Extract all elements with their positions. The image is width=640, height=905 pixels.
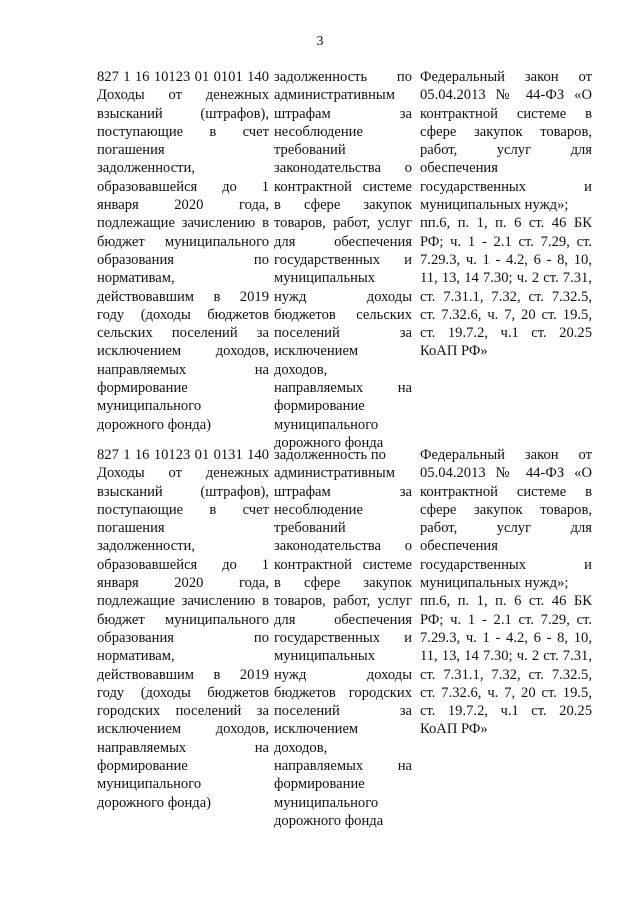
text-line: муниципального	[97, 776, 202, 793]
text-line: 7.29.3, ч. 1 - 4.2, 6 - 8, 10,	[420, 251, 592, 268]
text-line: несоблюдение	[274, 501, 363, 518]
text-line: работ, услуг для	[420, 142, 592, 159]
text-line: действовавшим в 2019	[97, 666, 269, 683]
text-line: муниципального	[97, 398, 202, 415]
text-line: поступающие в счет	[97, 501, 269, 518]
text-line: задолженность по	[274, 69, 412, 85]
text-line: задолженность по	[274, 447, 386, 463]
text-line: городских поселений за	[97, 703, 269, 720]
text-line: формирование	[274, 776, 365, 793]
text-line: нужд доходы	[274, 666, 412, 683]
text-line: поступающие в счет	[97, 123, 269, 140]
text-line: пп.6, п. 1, п. 6 ст. 46 БК	[420, 593, 592, 610]
text-line: контрактной системе в	[420, 483, 592, 500]
text-line: ст. 7.31.1, 7.32, ст. 7.32.5,	[420, 288, 592, 305]
text-line: 7.29.3, ч. 1 - 4.2, 6 - 8, 10,	[420, 629, 592, 646]
text-line: исключением	[274, 343, 359, 360]
text-line: погашения	[97, 142, 165, 159]
text-line: административным	[274, 465, 395, 482]
text-line: бюджетов сельских	[274, 306, 412, 323]
income-code-description-column	[97, 68, 269, 434]
text-line: требований	[274, 520, 346, 537]
text-line: Доходы от денежных	[97, 87, 269, 104]
text-line: году (доходы бюджетов	[97, 684, 269, 701]
text-line: ст. 19.7.2, ч.1 ст. 20.25	[420, 703, 592, 720]
text-line: ст. 7.31.1, 7.32, ст. 7.32.5,	[420, 666, 592, 683]
text-line: для обеспечения	[274, 611, 412, 628]
text-line: сфере закупок товаров,	[420, 501, 592, 518]
text-line: муниципального	[274, 416, 379, 433]
text-line: муниципального	[274, 794, 379, 811]
text-line: товаров, работ, услуг	[274, 215, 412, 232]
text-line: задолженности,	[97, 538, 196, 555]
text-line: образовавшейся до 1	[97, 178, 269, 195]
text-line: образования по	[97, 251, 269, 268]
text-line: сфере закупок товаров,	[420, 123, 592, 140]
text-line: в сфере закупок	[274, 575, 412, 592]
text-line: поселений за	[274, 703, 412, 720]
text-line: 827 1 16 10123 01 0101 140	[97, 69, 269, 85]
text-line: муниципальных нужд»;	[420, 197, 569, 214]
text-line: для обеспечения	[274, 233, 412, 250]
text-line: законодательства о	[274, 160, 412, 177]
text-line: 827 1 16 10123 01 0131 140	[97, 447, 269, 463]
text-line: Федеральный закон от	[420, 69, 592, 85]
text-line: нормативам,	[97, 648, 175, 665]
text-line: ст. 19.7.2, ч.1 ст. 20.25	[420, 325, 592, 342]
text-line: 05.04.2013 № 44-ФЗ «О	[420, 87, 592, 104]
text-line: контрактной системе	[274, 178, 412, 195]
text-line: бюджетов городских	[274, 684, 412, 701]
text-line: направляемых на	[97, 361, 269, 378]
text-line: дорожного фонда)	[97, 416, 212, 433]
text-line: образования по	[97, 629, 269, 646]
text-line: муниципальных	[274, 270, 376, 287]
income-type-description-column	[274, 446, 412, 830]
text-line: штрафам за	[274, 483, 412, 500]
text-line: нормативам,	[97, 270, 175, 287]
text-line: обеспечения	[420, 160, 498, 177]
legal-basis-column	[420, 68, 592, 361]
text-line: бюджет муниципального	[97, 233, 269, 250]
text-line: государственных и	[274, 629, 412, 646]
text-line: РФ; ч. 1 - 2.1 ст. 7.29, ст.	[420, 233, 592, 250]
text-line: требований	[274, 142, 346, 159]
text-line: контрактной системе	[274, 556, 412, 573]
income-type-description-column	[274, 68, 412, 452]
text-line: государственных и	[420, 178, 592, 195]
text-line: ст. 7.32.6, ч. 7, 20 ст. 19.5,	[420, 306, 592, 323]
text-line: обеспечения	[420, 538, 498, 555]
text-line: штрафам за	[274, 105, 412, 122]
text-line: взысканий (штрафов),	[97, 105, 269, 122]
income-code-description-column	[97, 446, 269, 812]
text-line: бюджет муниципального	[97, 611, 269, 628]
text-line: работ, услуг для	[420, 520, 592, 537]
text-line: несоблюдение	[274, 123, 363, 140]
text-line: муниципальных	[274, 648, 376, 665]
text-line: формирование	[97, 758, 188, 775]
text-line: доходов,	[274, 739, 328, 756]
text-line: КоАП РФ»	[420, 721, 488, 738]
text-line: подлежащие зачислению в	[97, 593, 269, 610]
text-line: задолженности,	[97, 160, 196, 177]
text-line: 11, 13, 14 7.30; ч. 2 ст. 7.31,	[420, 648, 592, 665]
text-line: дорожного фонда)	[97, 794, 212, 811]
text-line: пп.6, п. 1, п. 6 ст. 46 БК	[420, 215, 592, 232]
text-line: января 2020 года,	[97, 197, 269, 214]
text-line: взысканий (штрафов),	[97, 483, 269, 500]
text-line: погашения	[97, 520, 165, 537]
text-line: направляемых на	[274, 380, 412, 397]
text-line: государственных и	[274, 251, 412, 268]
text-line: году (доходы бюджетов	[97, 306, 269, 323]
text-line: исключением	[274, 721, 359, 738]
text-line: направляемых на	[274, 758, 412, 775]
text-line: административным	[274, 87, 395, 104]
text-line: КоАП РФ»	[420, 343, 488, 360]
text-line: РФ; ч. 1 - 2.1 ст. 7.29, ст.	[420, 611, 592, 628]
text-line: января 2020 года,	[97, 575, 269, 592]
text-line: товаров, работ, услуг	[274, 593, 412, 610]
text-line: доходов,	[274, 361, 328, 378]
legal-basis-column	[420, 446, 592, 739]
text-line: 05.04.2013 № 44-ФЗ «О	[420, 465, 592, 482]
text-line: подлежащие зачислению в	[97, 215, 269, 232]
text-line: формирование	[274, 398, 365, 415]
text-line: в сфере закупок	[274, 197, 412, 214]
text-line: Доходы от денежных	[97, 465, 269, 482]
text-line: формирование	[97, 380, 188, 397]
text-line: нужд доходы	[274, 288, 412, 305]
text-line: образовавшейся до 1	[97, 556, 269, 573]
text-line: направляемых на	[97, 739, 269, 756]
text-line: поселений за	[274, 325, 412, 342]
text-line: 11, 13, 14 7.30; ч. 2 ст. 7.31,	[420, 270, 592, 287]
text-line: исключением доходов,	[97, 343, 269, 360]
text-line: действовавшим в 2019	[97, 288, 269, 305]
text-line: дорожного фонда	[274, 812, 384, 829]
text-line: дорожного фонда	[274, 434, 384, 451]
text-line: сельских поселений за	[97, 325, 269, 342]
text-line: муниципальных нужд»;	[420, 575, 569, 592]
text-line: государственных и	[420, 556, 592, 573]
text-line: Федеральный закон от	[420, 447, 592, 463]
text-line: контрактной системе в	[420, 105, 592, 122]
text-line: законодательства о	[274, 538, 412, 555]
text-line: ст. 7.32.6, ч. 7, 20 ст. 19.5,	[420, 684, 592, 701]
page-number: 3	[316, 34, 324, 49]
text-line: исключением доходов,	[97, 721, 269, 738]
